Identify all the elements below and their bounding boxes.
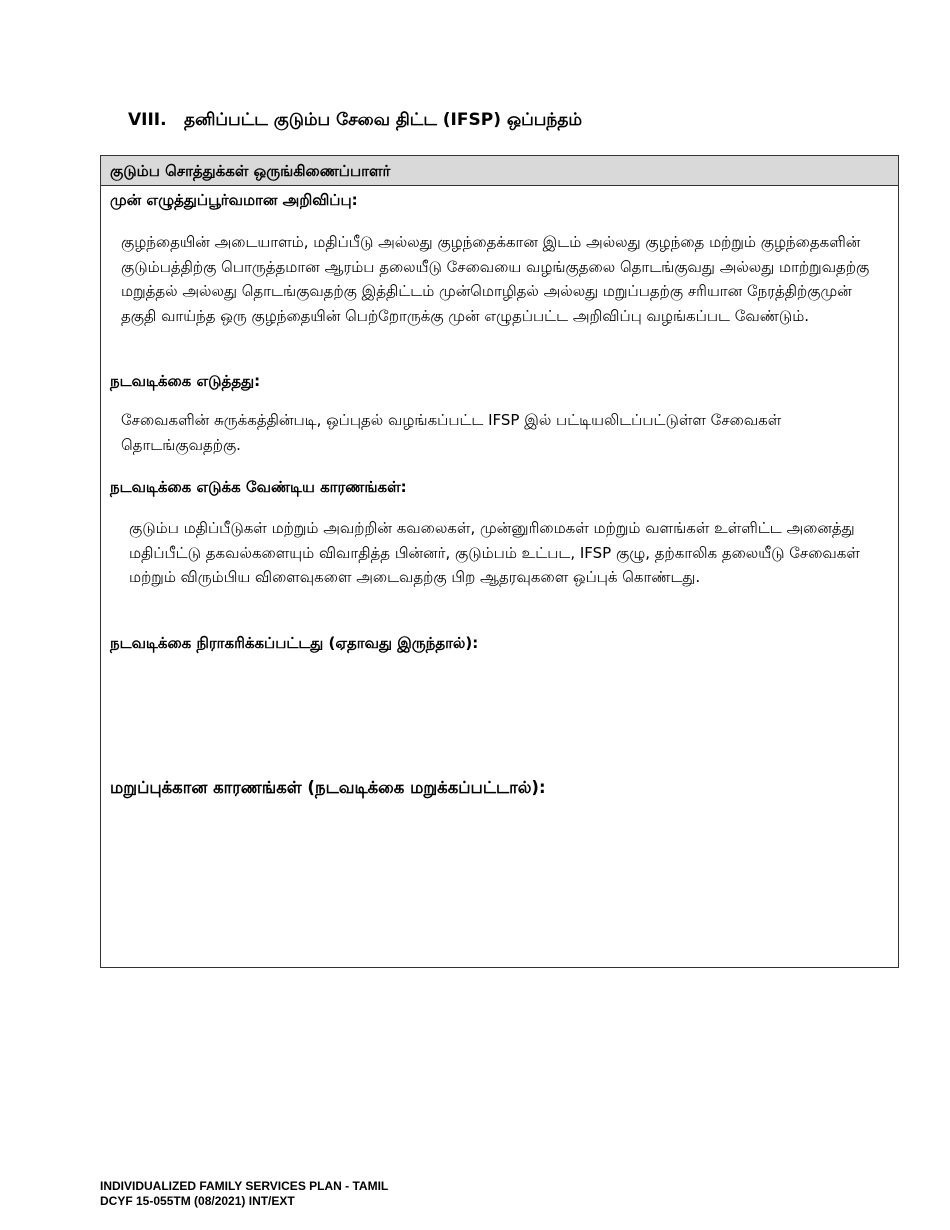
action-taken-text: சேவைகளின் சுருக்கத்தின்படி, ஒப்புதல் வழங்கப்பட்ட IFSP இல் பட்டியலிடப்பட்டுள்ள சேவைகள் தொடங்குவதற்கு. (121, 411, 782, 454)
action-taken-label: நடவடிக்கை எடுத்தது: (110, 372, 261, 390)
prior-notice-label: முன் எழுத்துப்பூர்வமான அறிவிப்பு: (110, 191, 358, 209)
ifsp-agreement-box (100, 155, 899, 968)
footer-form-number: DCYF 15-055TM (08/2021) INT/EXT (100, 1194, 295, 1208)
section-heading (128, 110, 582, 132)
footer-form-title: INDIVIDUALIZED FAMILY SERVICES PLAN - TAMIL (100, 1179, 389, 1193)
action-refused-label: நடவடிக்கை நிராகரிக்கப்பட்டது (ஏதாவது இருந்தால்): (110, 634, 479, 652)
box-header: குடும்ப சொத்துக்கள் ஒருங்கிணைப்பாளர் (101, 156, 898, 186)
action-reasons-text: குடும்ப மதிப்பீடுகள் மற்றும் அவற்றின் கவலைகள், முன்னுரிமைகள் மற்றும் வளங்கள் உள்ளிட்ட அனைத்து மதிப்பீட்டு தகவல்களையும் விவாதித்த பின்னர், குடும்பம் உட்பட, IFSP குழு, தற்காலிக தலையீடு சேவைகள் மற்றும் விரும்பிய விளைவுகளை அடைவதற்கு பிற ஆதரவுகளை ஒப்புக் கொண்டது. (129, 519, 860, 586)
section-title: தனிப்பட்ட குடும்ப சேவை திட்ட (IFSP) ஒப்பந்தம் (184, 110, 583, 130)
action-reasons-label: நடவடிக்கை எடுக்க வேண்டிய காரணங்கள்: (110, 478, 407, 496)
prior-notice-text: குழந்தையின் அடையாளம், மதிப்பீடு அல்லது குழந்தைக்கான இடம் அல்லது குழந்தை மற்றும் குழந்தைகளின் குடும்பத்திற்கு பொருத்தமான ஆரம்ப தலையீடு சேவையை வழங்குதலை தொடங்குவது அல்லது மாற்றுவதற்கு மறுத்தல் அல்லது தொடங்குவதற்கு இத்திட்டம் முன்மொழிதல் அல்லது மறுப்பதற்கு சரியான நேரத்திற்குமுன் தகுதி வாய்ந்த ஒரு குழந்தையின் பெற்றோருக்கு முன் எழுதப்பட்ட அறிவிப்பு வழங்கப்பட வேண்டும். (121, 233, 870, 325)
section-number: VIII. (128, 110, 167, 130)
refusal-reasons-label: மறுப்புக்கான காரணங்கள் (நடவடிக்கை மறுக்கப்பட்டால்): (110, 778, 546, 797)
form-footer (100, 1179, 388, 1209)
